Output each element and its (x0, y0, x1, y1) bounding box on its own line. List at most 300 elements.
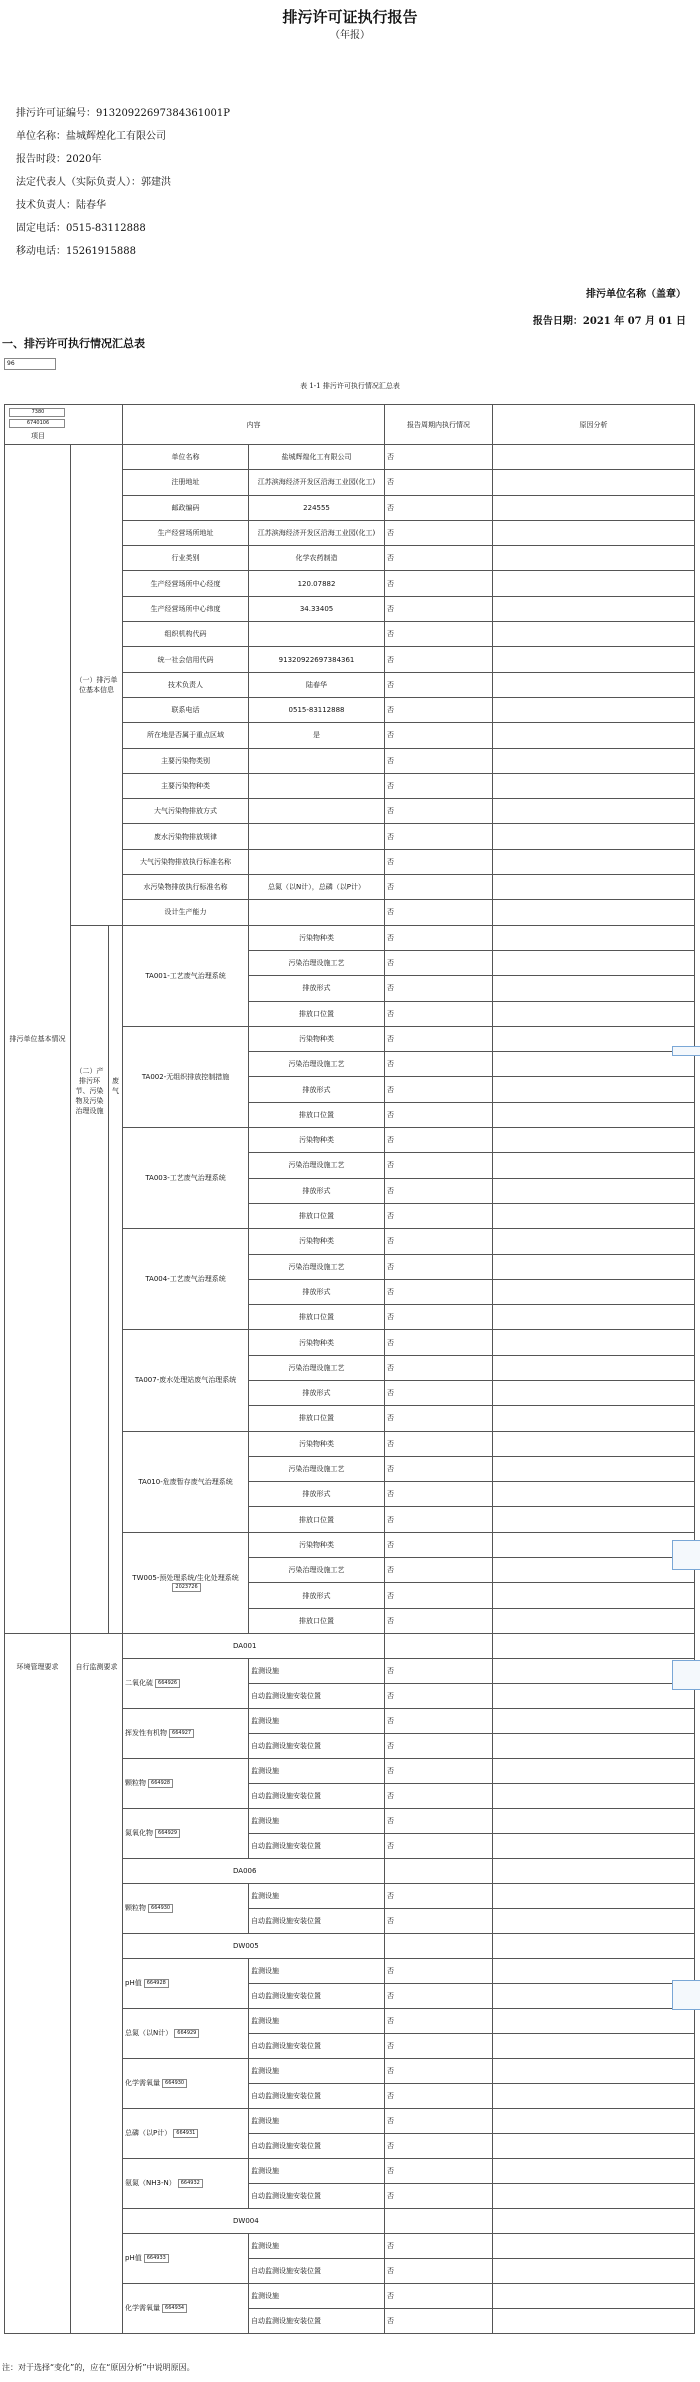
pollutant-tag-field[interactable]: 664928 (144, 1979, 169, 1988)
status-cell[interactable]: 否 (385, 1558, 493, 1583)
status-cell[interactable]: 否 (385, 2183, 493, 2208)
monitor-item: 监测设施 (249, 1958, 385, 1983)
pollutant-tag-field[interactable]: 664931 (173, 2129, 198, 2138)
reason-cell[interactable] (493, 875, 695, 900)
pollutant-tag-field[interactable]: 664930 (148, 1904, 173, 1913)
header-code-field-1[interactable]: 7380 (9, 408, 65, 417)
info-tech-lead: 技术负责人：陆春华 (16, 200, 106, 211)
monitor-item: 自动监测设施安装位置 (249, 2308, 385, 2333)
pollutant-cell (123, 2008, 249, 2058)
facility-item: 污染物种类 (249, 1229, 385, 1254)
reason-cell[interactable] (493, 1229, 695, 1254)
facility-item: 排放口位置 (249, 1406, 385, 1431)
status-cell[interactable]: 否 (385, 1305, 493, 1330)
status-cell[interactable]: 否 (385, 925, 493, 950)
status-cell[interactable]: 否 (385, 2083, 493, 2108)
status-cell[interactable] (385, 1633, 493, 1658)
outlet-code: DA006 (123, 1858, 385, 1883)
field-value[interactable] (249, 799, 385, 824)
comment-marker[interactable] (672, 1660, 700, 1690)
facility-item: 污染治理设施工艺 (249, 1558, 385, 1583)
pollutant-cell (123, 1958, 249, 2008)
status-cell[interactable]: 否 (385, 748, 493, 773)
subgroup-self-monitoring: 自行监测要求 (71, 1633, 123, 2333)
reason-cell[interactable] (493, 1983, 695, 2008)
pollutant-name: 颗粒物 (125, 1779, 147, 1788)
subgroup-basic-info: （一）排污单位基本信息 (71, 445, 123, 926)
status-cell[interactable]: 否 (385, 2258, 493, 2283)
status-cell[interactable]: 否 (385, 900, 493, 925)
reason-cell[interactable] (493, 1733, 695, 1758)
status-cell[interactable]: 否 (385, 1733, 493, 1758)
field-label: 统一社会信用代码 (123, 647, 249, 672)
comment-marker[interactable] (672, 1980, 700, 2010)
info-period: 报告时段：2020年 (16, 154, 102, 165)
field-value[interactable] (249, 824, 385, 849)
reason-cell[interactable] (493, 976, 695, 1001)
reason-cell[interactable] (493, 1658, 695, 1683)
monitor-item: 监测设施 (249, 1758, 385, 1783)
facility-item: 排放形式 (249, 1279, 385, 1304)
status-cell[interactable]: 否 (385, 2108, 493, 2133)
status-cell[interactable]: 否 (385, 571, 493, 596)
reason-cell[interactable] (493, 1330, 695, 1355)
report-subtitle: （年报） (330, 30, 370, 41)
pollutant-name: 挥发性有机物 (125, 1729, 168, 1738)
reason-cell[interactable] (493, 2183, 695, 2208)
reason-cell[interactable] (493, 1808, 695, 1833)
field-value[interactable]: 盐城辉煌化工有限公司 (249, 445, 385, 470)
monitor-item: 监测设施 (249, 2283, 385, 2308)
status-cell[interactable]: 否 (385, 2233, 493, 2258)
facility-name (123, 1229, 249, 1330)
facility-name (123, 1431, 249, 1532)
outlet-code: DA001 (123, 1633, 385, 1658)
field-label: 大气污染物排放方式 (123, 799, 249, 824)
reason-cell[interactable] (493, 2208, 695, 2233)
reason-cell[interactable] (493, 1001, 695, 1026)
status-cell[interactable]: 否 (385, 1052, 493, 1077)
status-cell[interactable]: 否 (385, 1279, 493, 1304)
status-cell[interactable]: 否 (385, 1254, 493, 1279)
status-cell[interactable]: 否 (385, 1229, 493, 1254)
status-cell[interactable]: 否 (385, 1102, 493, 1127)
pollutant-cell (123, 2108, 249, 2158)
header-content: 内容 (123, 405, 385, 445)
field-value[interactable]: 江苏滨海经济开发区沿海工业园(化工) (249, 520, 385, 545)
status-cell[interactable]: 否 (385, 622, 493, 647)
status-cell[interactable]: 否 (385, 1380, 493, 1405)
pollutant-name: pH值 (125, 2254, 142, 2263)
reason-cell[interactable] (493, 596, 695, 621)
reason-cell[interactable] (493, 647, 695, 672)
group-env-management: 环境管理要求 (5, 1633, 71, 2333)
reason-cell[interactable] (493, 950, 695, 975)
status-cell[interactable]: 否 (385, 1658, 493, 1683)
field-label: 生产经营场所中心经度 (123, 571, 249, 596)
reason-cell[interactable] (493, 1783, 695, 1808)
reason-cell[interactable] (493, 723, 695, 748)
field-value[interactable]: 江苏滨海经济开发区沿海工业园(化工) (249, 470, 385, 495)
field-value[interactable]: 陆春华 (249, 672, 385, 697)
facility-item: 污染物种类 (249, 1128, 385, 1153)
field-label: 邮政编码 (123, 495, 249, 520)
status-cell[interactable]: 否 (385, 1026, 493, 1051)
reason-cell[interactable] (493, 1858, 695, 1883)
info-phone: 固定电话：0515-83112888 (16, 223, 146, 234)
pollutant-cell (123, 2058, 249, 2108)
table-footnote: 注：对于选择“变化”的，应在“原因分析”中说明原因。 (2, 2363, 195, 2372)
field-label: 废水污染物排放规律 (123, 824, 249, 849)
monitor-item: 监测设施 (249, 2158, 385, 2183)
status-cell[interactable]: 否 (385, 2158, 493, 2183)
status-cell[interactable]: 否 (385, 1355, 493, 1380)
status-cell[interactable]: 否 (385, 2008, 493, 2033)
reason-cell[interactable] (493, 1077, 695, 1102)
status-cell[interactable]: 否 (385, 1178, 493, 1203)
pollutant-name: 化学需氧量 (125, 2079, 161, 2088)
status-cell[interactable]: 否 (385, 2058, 493, 2083)
monitor-item: 自动监测设施安装位置 (249, 1683, 385, 1708)
header-change: 报告周期内执行情况 (385, 405, 493, 445)
table-caption: 表 1-1 排污许可执行情况汇总表 (300, 382, 400, 390)
reason-cell[interactable] (493, 672, 695, 697)
reason-cell[interactable] (493, 571, 695, 596)
status-cell[interactable]: 否 (385, 1958, 493, 1983)
status-cell[interactable]: 否 (385, 1482, 493, 1507)
status-cell[interactable]: 否 (385, 1683, 493, 1708)
facility-item: 排放口位置 (249, 1507, 385, 1532)
reason-cell[interactable] (493, 1380, 695, 1405)
report-title: 排污许可证执行报告 (282, 8, 418, 26)
facility-item: 排放形式 (249, 1482, 385, 1507)
header-corner-cell (5, 405, 123, 445)
facility-item: 排放形式 (249, 1178, 385, 1203)
field-value[interactable]: 是 (249, 723, 385, 748)
status-cell[interactable]: 否 (385, 773, 493, 798)
reason-cell[interactable] (493, 2108, 695, 2133)
pollutant-tag-field[interactable]: 664933 (144, 2254, 169, 2263)
pollutant-cell (123, 1658, 249, 1708)
field-label: 设计生产能力 (123, 900, 249, 925)
facility-item: 排放形式 (249, 1583, 385, 1608)
facility-name-text: TA010-危废暂存废气治理系统 (138, 1477, 233, 1486)
monitor-item: 自动监测设施安装位置 (249, 2258, 385, 2283)
status-cell[interactable]: 否 (385, 647, 493, 672)
status-cell[interactable]: 否 (385, 1708, 493, 1733)
reason-cell[interactable] (493, 546, 695, 571)
facility-item: 排放形式 (249, 1077, 385, 1102)
reason-cell[interactable] (493, 697, 695, 722)
monitor-item: 监测设施 (249, 2058, 385, 2083)
reason-cell[interactable] (493, 1026, 695, 1051)
comment-marker[interactable] (672, 1046, 700, 1056)
pollutant-name: pH值 (125, 1979, 142, 1988)
status-cell[interactable]: 否 (385, 1406, 493, 1431)
header-reason: 原因分析 (493, 405, 695, 445)
facility-tag-field[interactable]: 2023726 (172, 1583, 200, 1592)
pollutant-tag-field[interactable]: 664930 (162, 2079, 187, 2088)
status-cell[interactable]: 否 (385, 824, 493, 849)
reason-cell[interactable] (493, 1958, 695, 1983)
status-cell[interactable]: 否 (385, 1001, 493, 1026)
reason-cell[interactable] (493, 622, 695, 647)
reason-cell[interactable] (493, 1153, 695, 1178)
reason-cell[interactable] (493, 748, 695, 773)
reason-cell[interactable] (493, 1758, 695, 1783)
reason-cell[interactable] (493, 470, 695, 495)
status-cell[interactable]: 否 (385, 1128, 493, 1153)
reason-cell[interactable] (493, 900, 695, 925)
field-label: 主要污染物类别 (123, 748, 249, 773)
status-cell[interactable]: 否 (385, 1608, 493, 1633)
facility-name-text: TA007-废水处理站废气治理系统 (134, 1376, 237, 1385)
reason-cell[interactable] (493, 1178, 695, 1203)
facility-item: 排放形式 (249, 1380, 385, 1405)
facility-item: 排放口位置 (249, 1102, 385, 1127)
status-cell[interactable]: 否 (385, 470, 493, 495)
field-label: 联系电话 (123, 697, 249, 722)
field-value[interactable] (249, 849, 385, 874)
field-value[interactable]: 91320922697384361 (249, 647, 385, 672)
status-cell[interactable]: 否 (385, 875, 493, 900)
monitor-item: 自动监测设施安装位置 (249, 1833, 385, 1858)
pollutant-tag-field[interactable]: 664932 (178, 2179, 203, 2188)
reason-cell[interactable] (493, 1583, 695, 1608)
reason-cell[interactable] (493, 1102, 695, 1127)
facility-item: 污染物种类 (249, 1026, 385, 1051)
field-value[interactable]: 化学农药制造 (249, 546, 385, 571)
reason-cell[interactable] (493, 849, 695, 874)
status-cell[interactable]: 否 (385, 723, 493, 748)
reason-cell[interactable] (493, 1305, 695, 1330)
status-cell[interactable]: 否 (385, 1983, 493, 2008)
facility-item: 污染治理设施工艺 (249, 1456, 385, 1481)
info-legal-rep: 法定代表人（实际负责人）：郭建洪 (16, 177, 171, 188)
page-code-field[interactable]: 96 (4, 358, 56, 370)
status-cell[interactable]: 否 (385, 2308, 493, 2333)
report-info (16, 102, 516, 263)
status-cell[interactable]: 否 (385, 2283, 493, 2308)
field-value[interactable]: 120.07882 (249, 571, 385, 596)
pollutant-tag-field[interactable]: 664928 (148, 1779, 173, 1788)
facility-item: 污染治理设施工艺 (249, 1254, 385, 1279)
monitor-item: 自动监测设施安装位置 (249, 1783, 385, 1808)
reason-cell[interactable] (493, 1355, 695, 1380)
pollutant-cell (123, 2158, 249, 2208)
facility-item: 污染治理设施工艺 (249, 950, 385, 975)
reason-cell[interactable] (493, 1633, 695, 1658)
status-cell[interactable]: 否 (385, 1077, 493, 1102)
status-cell[interactable]: 否 (385, 1456, 493, 1481)
monitor-item: 监测设施 (249, 2008, 385, 2033)
status-cell[interactable]: 否 (385, 1583, 493, 1608)
status-cell[interactable]: 否 (385, 1808, 493, 1833)
field-label: 注册地址 (123, 470, 249, 495)
pollutant-tag-field[interactable]: 664934 (162, 2304, 187, 2313)
table-row (5, 1633, 695, 1658)
reason-cell[interactable] (493, 1279, 695, 1304)
facility-item: 污染治理设施工艺 (249, 1153, 385, 1178)
reason-cell[interactable] (493, 1052, 695, 1077)
pollutant-cell (123, 1708, 249, 1758)
status-cell[interactable]: 否 (385, 849, 493, 874)
field-value[interactable] (249, 622, 385, 647)
status-cell[interactable]: 否 (385, 697, 493, 722)
subgroup-pollution: （二）产排污环节、污染物及污染治理设施 (71, 925, 109, 1633)
field-value[interactable]: 0515-83112888 (249, 697, 385, 722)
reason-cell[interactable] (493, 1908, 695, 1933)
info-permit-no: 排污许可证编号：91320922697384361001P (16, 108, 230, 119)
pollutant-name: 总磷（以P计） (125, 2129, 172, 2138)
pollutant-tag-field[interactable]: 664927 (169, 1729, 194, 1738)
status-cell[interactable] (385, 2208, 493, 2233)
reason-cell[interactable] (493, 2158, 695, 2183)
monitor-item: 自动监测设施安装位置 (249, 2083, 385, 2108)
reason-cell[interactable] (493, 2233, 695, 2258)
pollutant-tag-field[interactable]: 664929 (174, 2029, 199, 2038)
status-cell[interactable]: 否 (385, 1431, 493, 1456)
facility-name-text: TA003-工艺废气治理系统 (145, 1174, 226, 1183)
reason-cell[interactable] (493, 2008, 695, 2033)
monitor-item: 自动监测设施安装位置 (249, 2133, 385, 2158)
facility-item: 污染物种类 (249, 925, 385, 950)
pollutant-cell (123, 1808, 249, 1858)
outlet-code: DW005 (123, 1933, 385, 1958)
reason-cell[interactable] (493, 2258, 695, 2283)
reason-cell[interactable] (493, 1203, 695, 1228)
reason-cell[interactable] (493, 1128, 695, 1153)
reason-cell[interactable] (493, 1833, 695, 1858)
facility-item: 排放口位置 (249, 1203, 385, 1228)
field-value[interactable]: 224555 (249, 495, 385, 520)
field-value[interactable]: 总氮（以N计），总磷（以P计） (249, 875, 385, 900)
outlet-code: DW004 (123, 2208, 385, 2233)
field-value[interactable] (249, 773, 385, 798)
subgroup-exhaust: 废气 (109, 925, 123, 1633)
monitor-item: 监测设施 (249, 2233, 385, 2258)
status-cell[interactable]: 否 (385, 520, 493, 545)
reason-cell[interactable] (493, 1608, 695, 1633)
reason-cell[interactable] (493, 1482, 695, 1507)
reason-cell[interactable] (493, 2133, 695, 2158)
reason-cell[interactable] (493, 1456, 695, 1481)
reason-cell[interactable] (493, 1406, 695, 1431)
field-value[interactable] (249, 748, 385, 773)
pollutant-name: 氨氮（NH3-N） (125, 2179, 176, 2188)
pollutant-cell (123, 1758, 249, 1808)
status-cell[interactable]: 否 (385, 546, 493, 571)
status-cell[interactable]: 否 (385, 1758, 493, 1783)
reason-cell[interactable] (493, 2083, 695, 2108)
reason-cell[interactable] (493, 773, 695, 798)
reason-cell[interactable] (493, 1254, 695, 1279)
facility-item: 排放口位置 (249, 1001, 385, 1026)
field-label: 技术负责人 (123, 672, 249, 697)
pollutant-name: 化学需氧量 (125, 2304, 161, 2313)
reason-cell[interactable] (493, 1683, 695, 1708)
field-label: 组织机构代码 (123, 622, 249, 647)
facility-item: 污染物种类 (249, 1431, 385, 1456)
status-cell[interactable]: 否 (385, 976, 493, 1001)
reason-cell[interactable] (493, 1708, 695, 1733)
reason-cell[interactable] (493, 925, 695, 950)
status-cell[interactable]: 否 (385, 1330, 493, 1355)
reason-cell[interactable] (493, 1933, 695, 1958)
reason-cell[interactable] (493, 495, 695, 520)
pollutant-tag-field[interactable]: 664926 (155, 1679, 180, 1688)
status-cell[interactable]: 否 (385, 1908, 493, 1933)
facility-item: 排放口位置 (249, 1608, 385, 1633)
reason-cell[interactable] (493, 1558, 695, 1583)
reason-cell[interactable] (493, 2308, 695, 2333)
status-cell[interactable]: 否 (385, 2133, 493, 2158)
status-cell[interactable]: 否 (385, 1883, 493, 1908)
pollutant-cell (123, 2233, 249, 2283)
reason-cell[interactable] (493, 2058, 695, 2083)
status-cell[interactable]: 否 (385, 445, 493, 470)
comment-marker[interactable] (672, 1540, 700, 1570)
reason-cell[interactable] (493, 1532, 695, 1557)
reason-cell[interactable] (493, 799, 695, 824)
pollutant-name: 氮氧化物 (125, 1829, 154, 1838)
monitor-item: 自动监测设施安装位置 (249, 1733, 385, 1758)
status-cell[interactable]: 否 (385, 1153, 493, 1178)
status-cell[interactable]: 否 (385, 799, 493, 824)
header-code-field-2[interactable]: 6740106 (9, 419, 65, 428)
status-cell[interactable] (385, 1933, 493, 1958)
field-label: 所在地是否属于重点区域 (123, 723, 249, 748)
table-row (5, 445, 695, 470)
field-value[interactable] (249, 900, 385, 925)
status-cell[interactable]: 否 (385, 1203, 493, 1228)
monitor-item: 监测设施 (249, 1708, 385, 1733)
status-cell[interactable]: 否 (385, 950, 493, 975)
field-label: 生产经营场所中心纬度 (123, 596, 249, 621)
status-cell[interactable]: 否 (385, 596, 493, 621)
facility-item: 排放口位置 (249, 1305, 385, 1330)
pollutant-cell (123, 2283, 249, 2333)
status-cell[interactable]: 否 (385, 495, 493, 520)
pollutant-tag-field[interactable]: 664929 (155, 1829, 180, 1838)
header-project-label: 项目 (31, 431, 45, 440)
status-cell[interactable]: 否 (385, 2033, 493, 2058)
monitor-item: 监测设施 (249, 1883, 385, 1908)
reason-cell[interactable] (493, 445, 695, 470)
group-basic-info: 排污单位基本情况 (5, 445, 71, 1634)
status-cell[interactable]: 否 (385, 1507, 493, 1532)
status-cell[interactable]: 否 (385, 1833, 493, 1858)
status-cell[interactable]: 否 (385, 1783, 493, 1808)
reason-cell[interactable] (493, 2283, 695, 2308)
status-cell[interactable]: 否 (385, 1532, 493, 1557)
report-date: 报告日期：2021 年 07 月 01 日 (532, 316, 686, 327)
monitor-item: 自动监测设施安装位置 (249, 2183, 385, 2208)
reason-cell[interactable] (493, 520, 695, 545)
status-cell[interactable]: 否 (385, 672, 493, 697)
reason-cell[interactable] (493, 824, 695, 849)
reason-cell[interactable] (493, 2033, 695, 2058)
monitor-item: 自动监测设施安装位置 (249, 2033, 385, 2058)
pollutant-name: 颗粒物 (125, 1904, 147, 1913)
field-value[interactable]: 34.33405 (249, 596, 385, 621)
reason-cell[interactable] (493, 1883, 695, 1908)
reason-cell[interactable] (493, 1507, 695, 1532)
field-label: 生产经营场所地址 (123, 520, 249, 545)
status-cell[interactable] (385, 1858, 493, 1883)
reason-cell[interactable] (493, 1431, 695, 1456)
summary-table (4, 404, 695, 2334)
